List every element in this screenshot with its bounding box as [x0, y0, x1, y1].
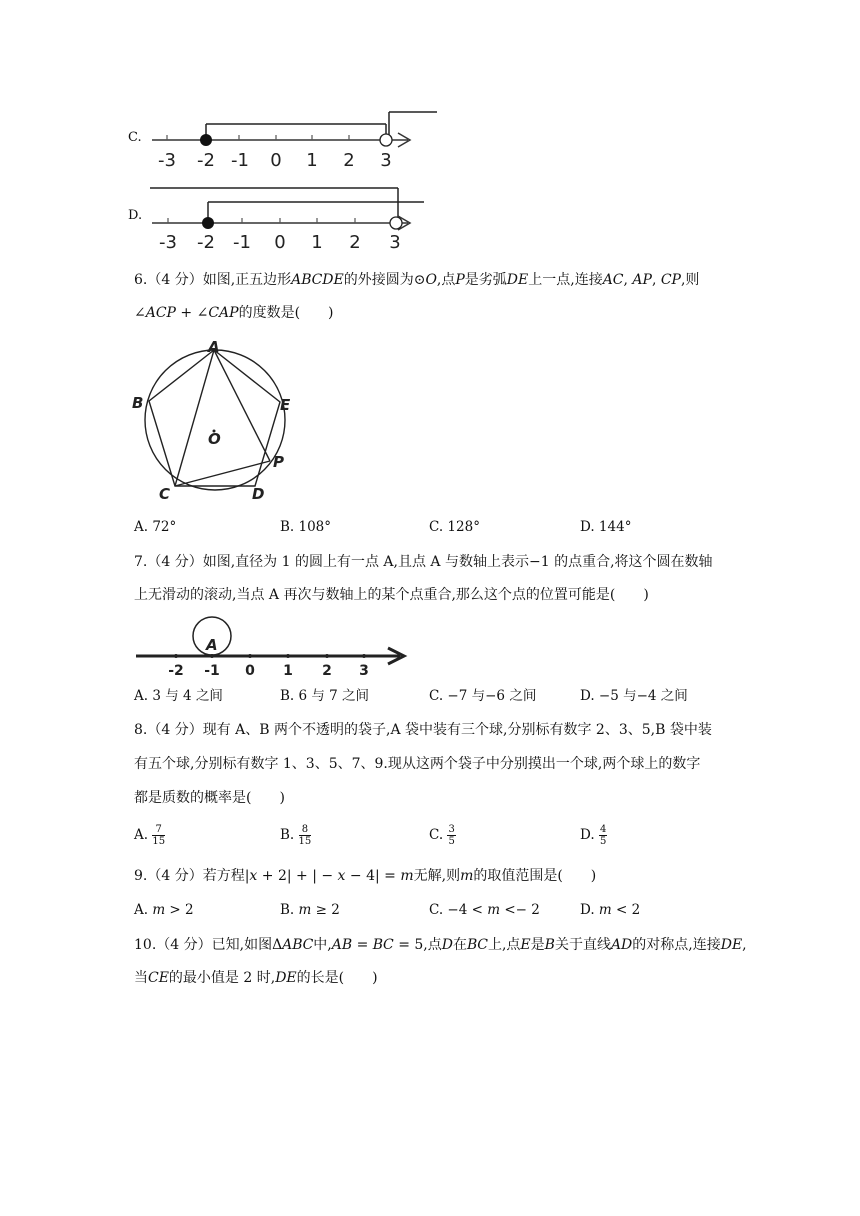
label-a: A	[208, 338, 220, 356]
q6-option-b[interactable]: B. 108°	[280, 519, 332, 535]
tick-label: 0	[274, 232, 286, 253]
q6-line1: 6.（4 分）如图,正五边形𝐴𝐵𝐶𝐷𝐸的外接圆为⊙𝑂,点𝑃是劣弧𝐷𝐸上一点,连接𝐴𝐶, 𝐴𝑃, 𝐶𝑃,则	[134, 272, 700, 288]
tick-label: -2	[197, 232, 215, 253]
tick-label: 2	[349, 232, 361, 253]
option-d-letter: D.	[128, 208, 143, 223]
q9-option-c[interactable]: C. −4 < 𝑚 <− 2	[429, 902, 540, 918]
label-o: O	[208, 430, 221, 448]
q7-line1: 7.（4 分）如图,直径为 1 的圆上有一点 A,且点 A 与数轴上表示−1 的点重合,将这个圆在数轴	[134, 554, 713, 570]
tick-label: 1	[306, 150, 318, 171]
q7-option-c[interactable]: C. −7 与−6 之间	[429, 688, 537, 704]
q7-option-d[interactable]: D. −5 与−4 之间	[580, 688, 688, 704]
q6-option-a[interactable]: A. 72°	[134, 519, 177, 535]
tick-label: 0	[245, 663, 255, 679]
option-c-number-line	[140, 100, 450, 175]
q7-option-b[interactable]: B. 6 与 7 之间	[280, 688, 370, 704]
q7-option-a[interactable]: A. 3 与 4 之间	[134, 688, 223, 704]
tick-label: 3	[359, 663, 369, 679]
tick-label: -3	[158, 150, 176, 171]
q9-line1: 9.（4 分）若方程|𝑥 + 2| + | − 𝑥 − 4| = 𝑚无解,则𝑚的取值范围是( )	[134, 868, 597, 884]
tick-label: 2	[322, 663, 332, 679]
label-e: E	[280, 396, 291, 414]
q8-option-b[interactable]: B. $\frac{8}{15}$	[280, 824, 312, 847]
q8-line1: 8.（4 分）现有 A、B 两个不透明的袋子,A 袋中装有三个球,分别标有数字 2、3、5,B 袋中装	[134, 722, 712, 738]
tick-label: -1	[231, 150, 249, 171]
q9-option-d[interactable]: D. 𝑚 < 2	[580, 902, 641, 918]
label-p: P	[273, 453, 284, 471]
q8-option-a[interactable]: A. $\frac{7}{15}$	[134, 824, 166, 847]
label-c: C	[159, 485, 171, 503]
q10-line1: 10.（4 分）已知,如图Δ𝐴𝐵𝐶中,𝐴𝐵 = 𝐵𝐶 = 5,点𝐷在𝐵𝐶上,点𝐸是𝐵关于直线𝐴𝐷的对称点,连接𝐷𝐸,	[134, 937, 747, 953]
q9-option-b[interactable]: B. 𝑚 ≥ 2	[280, 902, 340, 918]
tick-label: -1	[233, 232, 251, 253]
q7-number-line-figure	[130, 612, 420, 680]
tick-label: -2	[168, 663, 184, 679]
tick-label: -1	[204, 663, 220, 679]
q10-line2: 当𝐶𝐸的最小值是 2 时,𝐷𝐸的长是( )	[134, 970, 378, 986]
q6-option-d[interactable]: D. 144°	[580, 519, 632, 535]
q8-line3: 都是质数的概率是( )	[134, 790, 285, 806]
label-b: B	[132, 394, 144, 412]
q7-line2: 上无滑动的滚动,当点 A 再次与数轴上的某个点重合,那么这个点的位置可能是( )	[134, 587, 649, 603]
tick-label: -3	[159, 232, 177, 253]
label-d: D	[252, 485, 265, 503]
tick-label: 3	[389, 232, 401, 253]
tick-label: 1	[283, 663, 293, 679]
tick-label: 1	[311, 232, 323, 253]
q8-line2: 有五个球,分别标有数字 1、3、5、7、9.现从这两个袋子中分别摸出一个球,两个球上的数字	[134, 756, 701, 772]
tick-label: -2	[197, 150, 215, 171]
q8-option-c[interactable]: C. $\frac{3}{5}$	[429, 824, 455, 847]
tick-label: 3	[380, 150, 392, 171]
q8-option-d[interactable]: D. $\frac{4}{5}$	[580, 824, 607, 847]
option-c-letter: C.	[128, 130, 142, 145]
tick-label: 2	[343, 150, 355, 171]
tick-label: 0	[270, 150, 282, 171]
q6-option-c[interactable]: C. 128°	[429, 519, 480, 535]
option-d-number-line	[140, 180, 450, 255]
q6-line2: ∠𝐴𝐶𝑃 + ∠𝐶𝐴𝑃的度数是( )	[134, 305, 334, 321]
point-a-label: A	[206, 636, 218, 654]
q6-pentagon-figure	[130, 336, 310, 506]
q9-option-a[interactable]: A. 𝑚 > 2	[134, 902, 194, 918]
